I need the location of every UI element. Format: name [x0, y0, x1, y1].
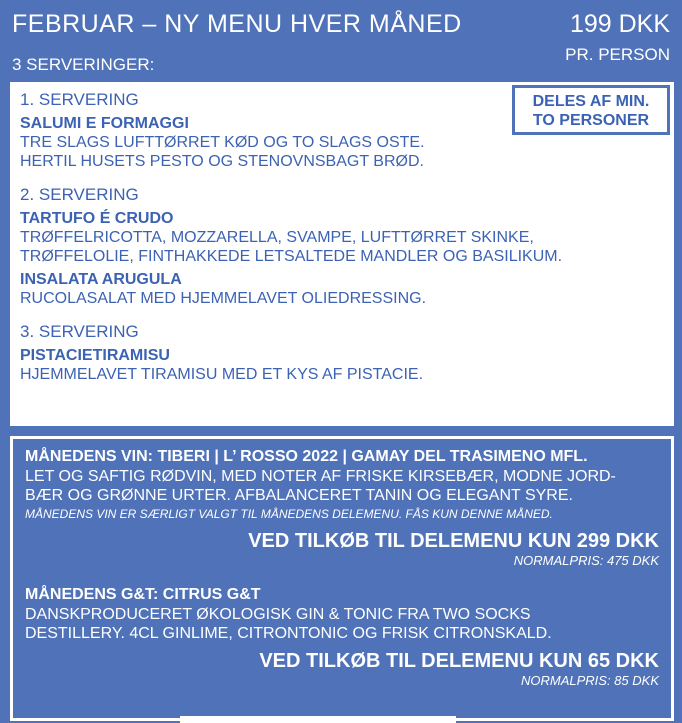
gt-description: DESTILLERY. 4CL GINLIME, CITRONTONIC OG FRISK CITRONSKALD.	[25, 625, 552, 642]
gt-description: DANSKPRODUCERET ØKOLOGISK GIN & TONIC FRA TWO SOCKS	[25, 606, 531, 623]
wine-description: BÆR OG GRØNNE URTER. AFBALANCERET TANIN OG ELEGANT SYRE.	[25, 487, 573, 504]
wine-price: VED TILKØB TIL DELEMENU KUN 299 DKK	[248, 530, 659, 552]
serving-3-label: 3. SERVERING	[20, 322, 139, 341]
wine-description: LET OG SAFTIG RØDVIN, MED NOTER AF FRISKE KIRSEBÆR, MODNE JORD-	[25, 468, 616, 485]
dish-description: RUCOLASALAT MED HJEMMELAVET OLIEDRESSING.	[20, 290, 427, 307]
price-unit: PR. PERSON	[565, 45, 670, 64]
serving-1-label: 1. SERVERING	[20, 90, 139, 109]
dish-description: TRØFFELRICOTTA, MOZZARELLA, SVAMPE, LUFTTØRRET SKINKE,	[20, 229, 534, 246]
gt-heading: MÅNEDENS G&T: CITRUS G&T	[25, 586, 261, 603]
menu-price: 199 DKK	[569, 10, 670, 38]
gt-normal-price: NORMALPRIS: 85 DKK	[521, 673, 659, 688]
dish-name: PISTACIETIRAMISU	[20, 347, 170, 364]
dish-description: HERTIL HUSETS PESTO OG STENOVNSBAGT BRØD.	[20, 153, 424, 170]
wine-heading: MÅNEDENS VIN: TIBERI | L’ ROSSO 2022 | GAMAY DEL TRASIMENO MFL.	[25, 448, 588, 465]
serving-2-label: 2. SERVERING	[20, 185, 139, 204]
dish-description: HJEMMELAVET TIRAMISU MED ET KYS AF PISTACIE.	[20, 366, 424, 383]
badge-line-1: DELES AF MIN.	[532, 93, 650, 110]
dish-description: TRE SLAGS LUFTTØRRET KØD OG TO SLAGS OSTE.	[20, 134, 425, 151]
wine-note: MÅNEDENS VIN ER SÆRLIGT VALGT TIL MÅNEDENS DELEMENU. FÅS KUN DENNE MÅNED.	[25, 507, 553, 521]
monthly-offers	[10, 436, 674, 721]
badge-line-2: TO PERSONER	[532, 112, 650, 129]
dish-name: SALUMI E FORMAGGI	[20, 115, 189, 132]
dish-name: TARTUFO É CRUDO	[20, 210, 174, 227]
share-badge	[512, 85, 670, 135]
wine-normal-price: NORMALPRIS: 475 DKK	[513, 553, 659, 568]
gt-price: VED TILKØB TIL DELEMENU KUN 65 DKK	[259, 650, 659, 672]
dish-name: INSALATA ARUGULA	[20, 271, 182, 288]
servings-count: 3 SERVERINGER:	[12, 55, 155, 74]
dish-description: TRØFFELOLIE, FINTHAKKEDE LETSALTEDE MANDLER OG BASILIKUM.	[20, 248, 563, 265]
page-title: FEBRUAR – NY MENU HVER MÅNED	[12, 10, 462, 38]
bottom-divider	[180, 716, 456, 723]
menu-card	[10, 82, 674, 426]
